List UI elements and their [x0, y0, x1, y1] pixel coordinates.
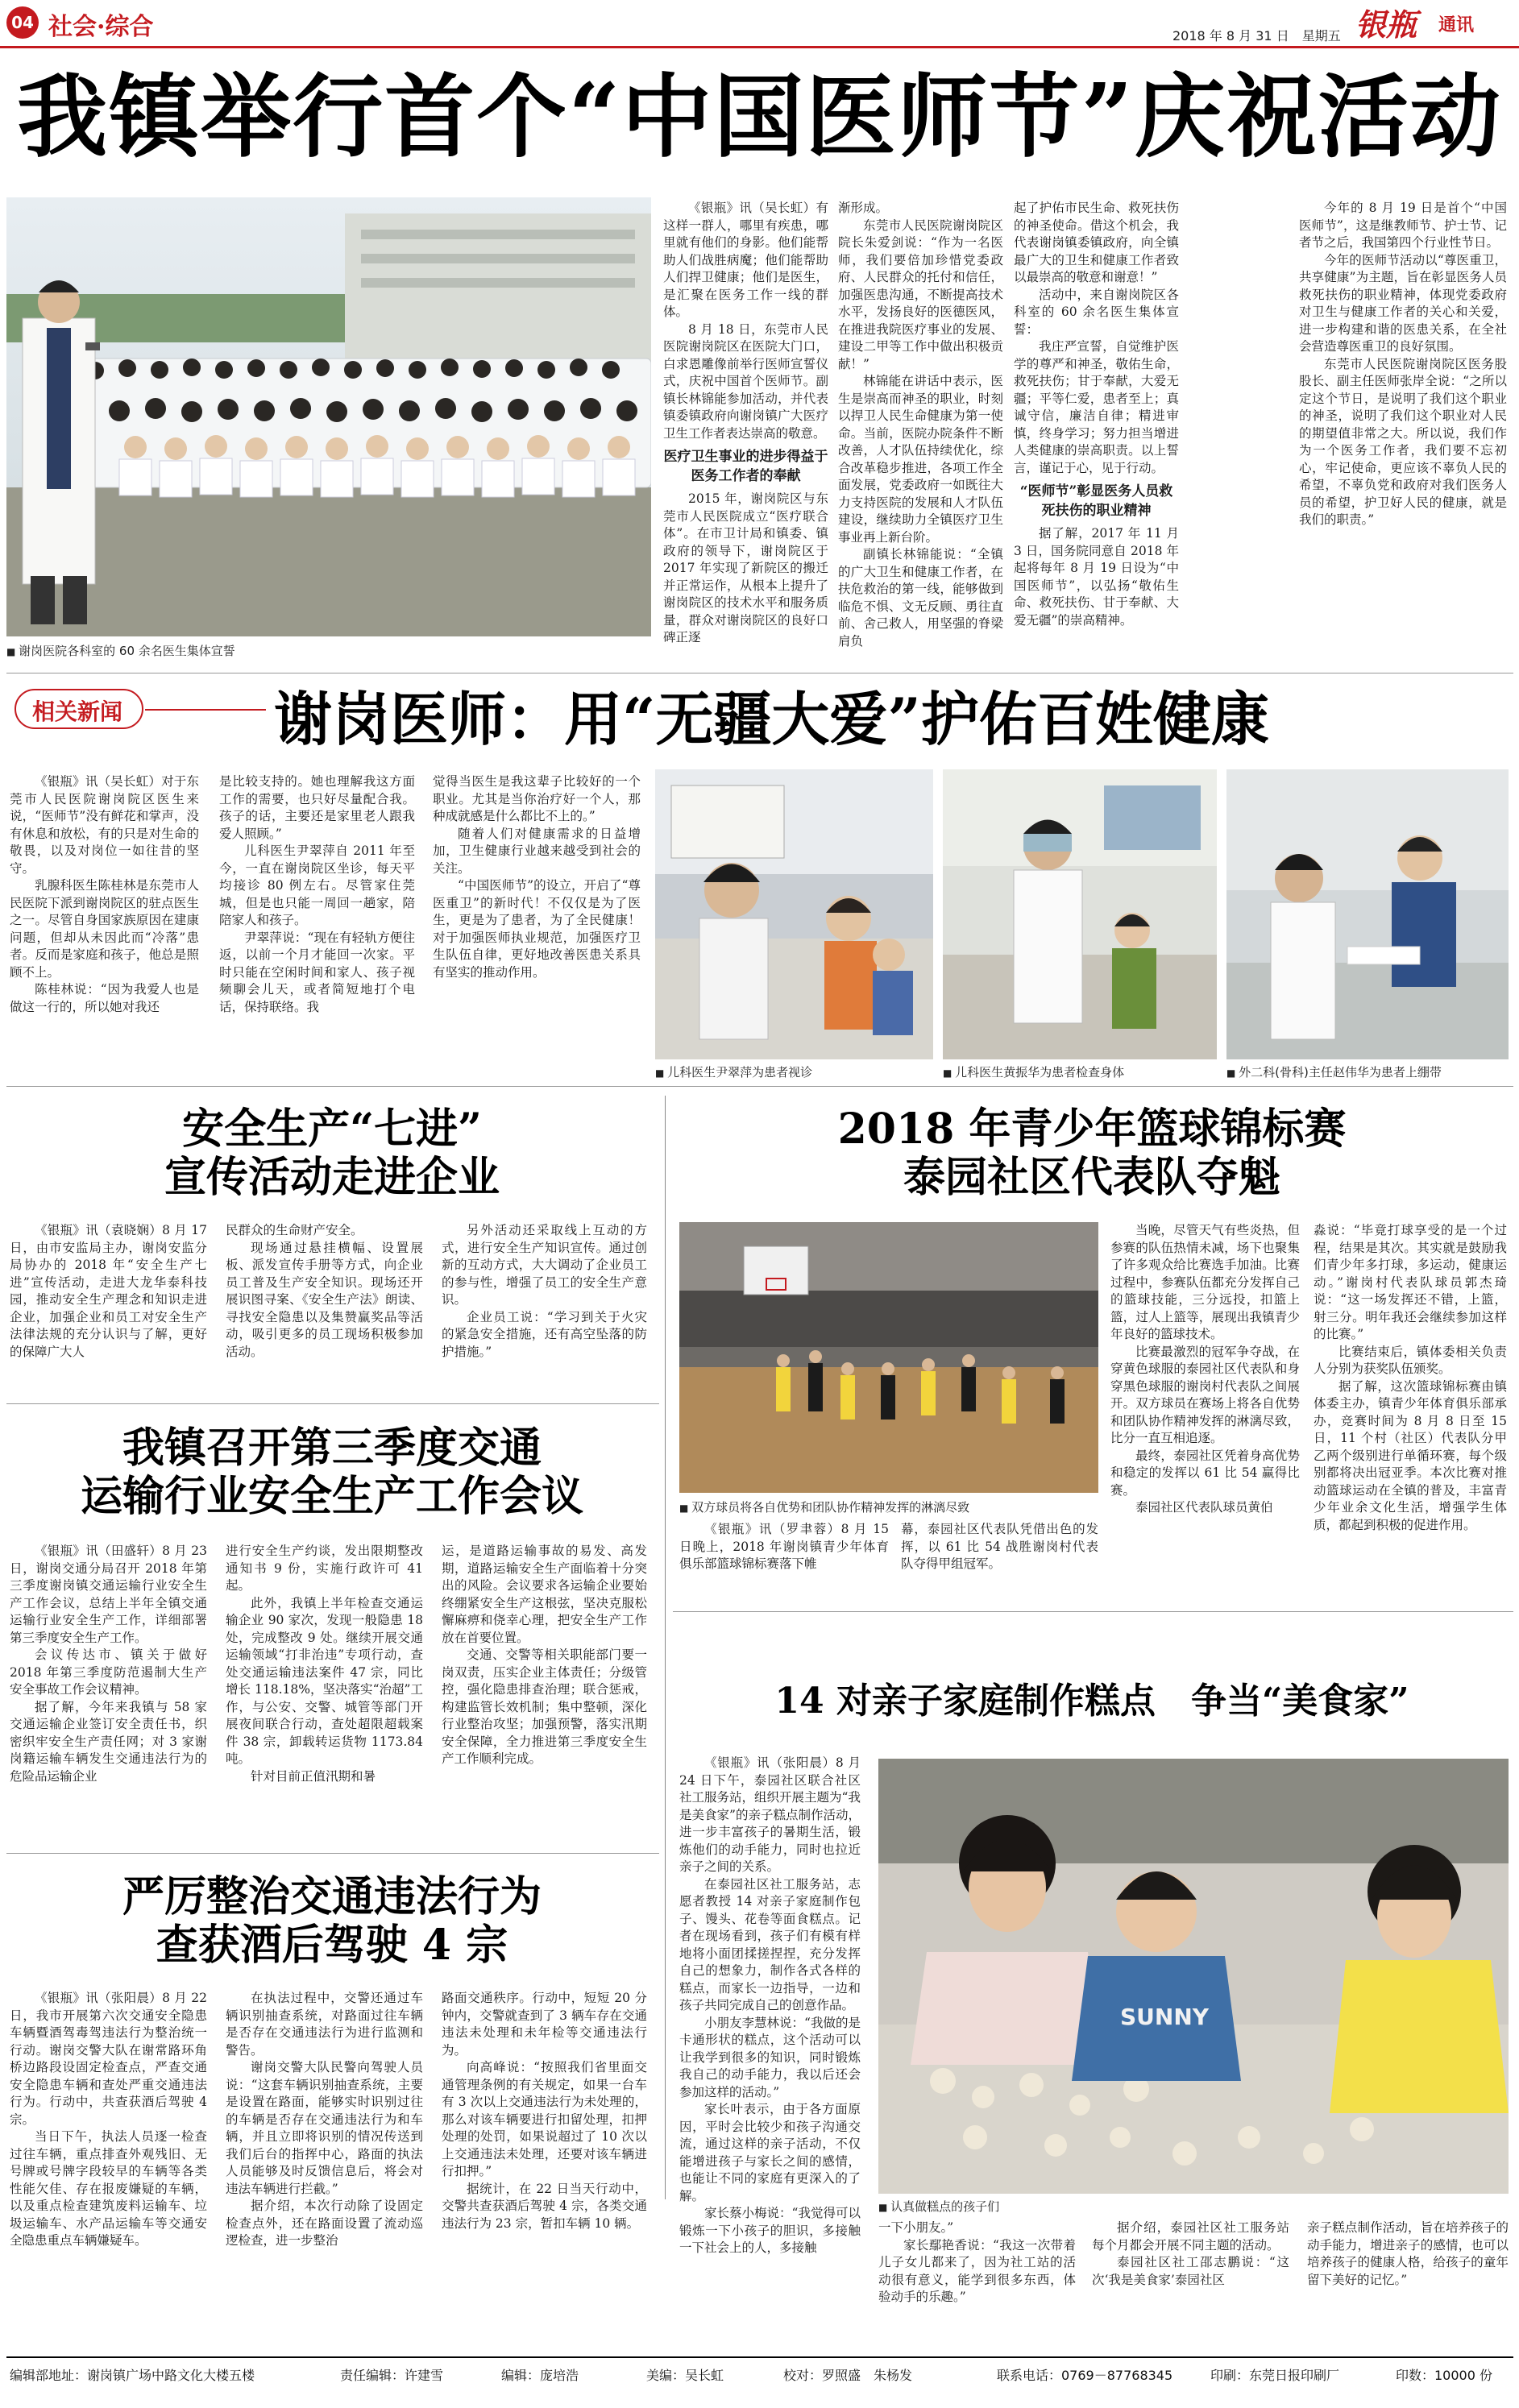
related-headline: 谢岗医师：用“无疆大爱”护佑百姓健康: [274, 685, 1269, 753]
cake-headline: 14 对亲子家庭制作糕点 争当“美食家”: [774, 1681, 1409, 1722]
related-photo-1: [655, 769, 933, 1059]
paragraph: 今年的 8 月 19 日是首个“中国医师节”，这是继教师节、护士节、记者节之后，我国第四个行业性节日。: [1299, 201, 1507, 250]
paragraph: 东莞市人民医院谢岗院区院长朱爱剑说：“作为一名医师，我们要倍加珍惜党委政府、人民群众的托付和信任，加强医患沟通，不断提高技术水平，发扬良好的医德医风，在推进我院医疗事业的发展、建设二甲等工作中做出积极贡献！”: [838, 218, 1003, 371]
paragraph: 据介绍，本次行动除了设固定检查点外，还在路面设置了流动巡逻检查，进一步整治: [226, 2199, 423, 2248]
paragraph: 《银瓶》讯（张阳晨）8 月 22 日，我市开展第六次交通安全隐患车辆暨酒驾毒驾违法行为整治统一行动。谢岗交警大队在谢常路环角桥边路段设固定检查点，严查交通安全隐患车辆和查处严重交通违法行为。行动中，共查获酒后驾驶 4 宗。: [10, 1991, 207, 2127]
lead-subheading-1: 医疗卫生事业的进步得益于医务工作者的奉献: [663, 449, 828, 484]
paragraph: 今年的医师节活动以“尊医重卫，共享健康”为主题，旨在彰显医务人员救死扶伤的职业精神，体现党委政府对卫生与健康工作者的关心和关爱，进一步构建和谐的医患关系，在全社会营造尊医重卫的良好氛围。: [1299, 252, 1507, 354]
drunk-col-3: [442, 1990, 647, 2344]
lead-photo-caption: ■ 谢岗医院各科室的 60 余名医生集体宣誓: [6, 642, 235, 659]
paragraph: 《银瓶》讯（吴长虹）对于东莞市人民医院谢岗院区医生来说，“医师节”没有鲜花和掌声，没有休息和放松，有的只是对生命的敬畏，以及对岗位一如往昔的坚守。: [10, 774, 199, 876]
safety-col-2: [226, 1222, 423, 1395]
cake-col-b2: [1092, 2219, 1289, 2348]
traffic-col-2: [226, 1543, 423, 1845]
section-divider: [673, 1611, 1513, 1612]
cake-col-b3: [1307, 2219, 1509, 2348]
pediatric-exam-photo: [655, 769, 933, 1059]
paragraph: 据了解，这次篮球锦标赛由镇体委主办，镇青少年体育俱乐部承办，竞赛时间为 8 月 8 日至 15 日，11 个村（社区）代表队分甲乙两个级别进行单循环赛，每个级别都将决出冠亚季。本次比赛对推动篮球运动在全镇的普及，丰富青少年业余文化生活，增强学生体质，都起到积极的促进作用。: [1314, 1378, 1507, 1532]
lead-col-1: [663, 200, 828, 663]
basketball-col-a: [679, 1521, 889, 1602]
paragraph: 8 月 18 日，东莞市人民医院谢岗院区在医院大门口，白求恩雕像前举行医师宣誓仪式，庆祝中国首个医师节。副镇长林锦能参加活动，并代表镇委镇政府向谢岗镇广大医疗卫生工作者表达崇高的敬意。: [663, 321, 828, 441]
paragraph: 当晚，尽管天气有些炎热，但参赛的队伍热情未减，场下也聚集了许多观众给比赛选手加油。比赛过程中，参赛队伍都充分发挥自己的篮球技能，三分远投，扣篮上篮，过人上篮等，展现出我镇青少年良好的篮球技术。: [1110, 1223, 1300, 1341]
bandage-photo: [1226, 769, 1509, 1059]
paragraph: 泰园社区社工邵志鹏说：“这次‘我是美食家’泰园社区: [1092, 2255, 1289, 2287]
paragraph: 企业员工说：“学习到关于火灾的紧急安全措施，还有高空坠落的防护措施。”: [442, 1309, 647, 1359]
section-divider: [6, 1853, 659, 1854]
section-title: 社会·综合: [48, 13, 154, 41]
traffic-col-3: [442, 1543, 647, 1845]
paragraph: 起了护佑市民生命、救死扶伤的神圣使命。借这个机会，我代表谢岗镇委镇政府，向全镇最广大的卫生和健康工作者致以最崇高的敬意和谢意！”: [1014, 201, 1179, 284]
paragraph: 活动中，来自谢岗院区各科室的 60 余名医生集体宣誓：: [1014, 287, 1179, 337]
footer-editor: 编辑：庞培浩: [501, 2368, 579, 2383]
cake-col-left: [679, 1755, 861, 2347]
column-divider: [665, 1096, 666, 2199]
footer-proof: 校对：罗照盛 朱杨发: [783, 2368, 913, 2383]
paragraph: 运，是道路运输事故的易发、高发期，道路运输安全生产面临着十分突出的风险。会议要求各运输企业要始终绷紧安全生产这根弦，坚决克服松懈麻痹和侥幸心理，把安全生产工作放在首要位置。: [442, 1544, 647, 1645]
related-caption-1: ■ 儿科医生尹翠萍为患者视诊: [655, 1063, 812, 1080]
paragraph: 最终，泰园社区凭着身高优势和稳定的发挥以 61 比 54 赢得比赛。: [1110, 1448, 1300, 1498]
paragraph: 民群众的生命财产安全。: [226, 1223, 363, 1237]
paragraph: 据统计，在 22 日当天行动中，交警共查获酒后驾驶 4 宗，各类交通违法行为 23 宗，暂扣车辆 10 辆。: [442, 2181, 647, 2231]
paragraph: 据介绍，泰园社区社工服务站每个月都会开展不同主题的活动。: [1092, 2220, 1289, 2253]
paragraph: 2015 年，谢岗院区与东莞市人民医院成立“医疗联合体”。在市卫计局和镇委、镇政府的领导下，谢岗院区于 2017 年实现了新院区的搬迁并正常运作，从根本上提升了谢岗院区的技术水平和服务质量，群众对谢岗院区的良好口碑正逐: [663, 491, 828, 644]
paragraph: 淼说：“毕竟打球享受的是一个过程，结果是其次。其实就是鼓励我们青少年多打球，多运动，健康运动。”谢岗村代表队球员郭杰琦说：“这一场发挥还不错，上篮，射三分。明年我还会继续参加这样的比赛。”: [1314, 1223, 1507, 1341]
paragraph: 《银瓶》讯（吴长虹）有这样一群人，哪里有疾患，哪里就有他们的身影。他们能帮助人们战胜病魔；他们能帮助人们捍卫健康；他们是医生，是汇聚在医务工作一线的群体。: [663, 201, 828, 319]
paragraph: 随着人们对健康需求的日益增加，卫生健康行业越来越受到社会的关注。: [433, 826, 641, 876]
lead-col-2: [838, 200, 1003, 663]
paragraph: 比赛结束后，镇体委相关负责人分别为获奖队伍颁奖。: [1314, 1344, 1507, 1376]
paragraph: 家长叶表示，由于各方面原因，平时会比较少和孩子沟通交流，通过这样的亲子活动，不仅能增进孩子与家长之间的感情，也能让不同的家庭有更深入的了解。: [679, 2102, 861, 2203]
related-caption-3: ■ 外二科(骨科)主任赵伟华为患者上绷带: [1226, 1063, 1442, 1080]
masthead-rule: [0, 46, 1519, 48]
cake-photo: [878, 1759, 1509, 2194]
paragraph: 《银瓶》讯（罗聿蓉）8 月 15 日晚上，2018 年谢岗镇青少年体育俱乐部篮球锦标赛落下帷: [679, 1522, 889, 1571]
basketball-headline-line-1: 2018 年青少年篮球锦标赛: [837, 1105, 1347, 1154]
paper-logo-sub: 通讯: [1438, 15, 1475, 35]
footer-address: 编辑部地址：谢岗镇广场中路文化大楼五楼: [10, 2368, 255, 2383]
paragraph: 陈桂林说：“因为我爱人也是做这一行的，所以她对我还: [10, 982, 199, 1014]
drunk-headline-line-1: 严厉整治交通违法行为: [122, 1872, 542, 1921]
related-photo-2: [943, 769, 1217, 1059]
basketball-headline: [677, 1105, 1507, 1202]
section-divider: [6, 1086, 1513, 1087]
safety-headline-line-2: 宣传活动走进企业: [164, 1152, 500, 1202]
paragraph: 据了解，今年来我镇与 58 家交通运输企业签订安全责任书，织密织牢安全生产责任网；对 3 家谢岗籍运输车辆发生交通违法行为的危险品运输企业: [10, 1699, 207, 1784]
safety-col-3: [442, 1222, 647, 1395]
related-caption-2: ■ 儿科医生黄振华为患者检查身体: [943, 1063, 1124, 1080]
traffic-headline: [10, 1424, 654, 1521]
paragraph: 另外活动还采取线上互动的方式，进行安全生产知识宣传。通过创新的互动方式，大大调动了企业员工的参与性，增强了员工的安全生产意识。: [442, 1223, 647, 1307]
traffic-headline-line-2: 运输行业安全生产工作会议: [80, 1471, 583, 1521]
footer-print: 印刷：东莞日报印刷厂: [1210, 2368, 1340, 2383]
checkup-photo: [943, 769, 1217, 1059]
basketball-col-b: [901, 1521, 1098, 1602]
traffic-col-1: [10, 1543, 207, 1845]
lead-col-4: [1299, 200, 1507, 663]
paragraph: 我庄严宣誓，自觉维护医学的尊严和神圣，敬佑生命，救死扶伤；甘于奉献，大爱无疆；平等仁爱，患者至上；真诚守信，廉洁自律；精进审慎，终身学习；努力担当增进人类健康的崇高职责。以上誓言，谨记于心，见于行动。: [1014, 339, 1179, 475]
paragraph: 觉得当医生是我这辈子比较好的一个职业。尤其是当你治疗好一个人，那种成就感是什么都比不上的。”: [433, 774, 641, 823]
paragraph: 当日下午，执法人员逐一检查过往车辆，重点排查外观残旧、无号牌或号牌字段较早的车辆等各类性能欠佳、存在报废嫌疑的车辆，以及重点检查建筑废料运输车、垃圾运输车、水产品运输车等交通安全隐患重点车辆嫌疑车。: [10, 2129, 207, 2248]
traffic-headline-line-1: 我镇召开第三季度交通: [122, 1424, 542, 1473]
footer-rule: [6, 2356, 1513, 2358]
paragraph: 会议传达市、镇关于做好 2018 年第三季度防范遏制大生产安全事故工作会议精神。: [10, 1647, 207, 1697]
masthead: [0, 0, 1519, 50]
paragraph: 家长蔡小梅说：“我觉得可以锻炼一下小孩子的胆识，多接触一下社会上的人，多接触: [679, 2206, 861, 2255]
footer: [10, 2365, 1509, 2389]
cake-col-b1: [878, 2219, 1076, 2348]
paragraph: 家长鄢艳香说：“我这一次带着儿子女儿都来了，因为社工站的活动很有意义，能学到很多东西，体验动手的乐趣。”: [878, 2237, 1076, 2304]
paragraph: 幕，泰园社区代表队凭借出色的发挥，以 61 比 54 战胜谢岗村代表队夺得甲组冠军。: [901, 1522, 1098, 1571]
paragraph: 《银瓶》讯（田盛轩）8 月 23 日，谢岗交通分局召开 2018 年第三季度谢岗镇交通运输行业安全生产工作会议，总结上半年全镇交通运输行业安全生产工作，详细部署第三季度安全生产工作。: [10, 1544, 207, 1645]
basketball-col-4: [1314, 1222, 1507, 1601]
basketball-photo: [679, 1222, 1098, 1493]
footer-art: 美编：吴长虹: [646, 2368, 724, 2383]
paragraph: 是比较支持的。她也理解我这方面工作的需要，也只好尽量配合我。孩子的话，主要还是家里老人跟我爱人照顾。”: [219, 774, 415, 841]
paragraph: 路面交通秩序。行动中，短短 20 分钟内，交警就查到了 3 辆车存在交通违法未处理和未年检等交通违法行为。: [442, 1991, 647, 2058]
paragraph: 现场通过悬挂横幅、设置展板、派发宣传手册等方式，向企业员工普及生产安全知识。现场还开展识图寻案、《安全生产法》朗读、寻找安全隐患以及集赞赢奖品等活动，吸引更多的员工现场积极参加活动。: [226, 1240, 423, 1359]
basketball-game-photo: [679, 1222, 1098, 1493]
paragraph: 小朋友李慧林说：“我做的是卡通形状的糕点，这个活动可以让我学到很多的知识，同时锻炼我自己的动手能力，我以后还会参加这样的活动。”: [679, 2015, 861, 2099]
related-col-1: [10, 773, 199, 1076]
paragraph: 尹翠萍说：“现在有轻轨方便往返，以前一个月才能回一次家。平时只能在空闲时间和家人、孩子视频聊会儿天，或者简短地打个电话，保持联络。我: [219, 930, 415, 1014]
related-news-tag-label: 相关新闻: [32, 698, 123, 725]
drunk-headline-line-2: 查获酒后驾驶 4 宗: [156, 1920, 508, 1970]
basketball-col-3: [1110, 1222, 1300, 1601]
footer-copies: 印数：10000 份: [1396, 2368, 1492, 2383]
ceremony-photo: [6, 197, 651, 636]
paragraph: 进行安全生产约谈，发出限期整改通知书 9 份，实施行政许可 41 起。: [226, 1544, 423, 1593]
cake-caption: ■ 认真做糕点的孩子们: [878, 2198, 999, 2215]
paragraph: 向高峰说：“按照我们省里面交通管理条例的有关规定，如果一台车有 3 次以上交通违法行为未处理的，那么对该车辆要进行扣留处理，扣押处理的处罚，如果说超过了 10 次以上交通违法未处理，还要对该车辆进行扣押。”: [442, 2060, 647, 2178]
paragraph: 在泰园社区社工服务站，志愿者教授 14 对亲子家庭制作包子、馒头、花卷等面食糕点。记者在现场看到，孩子们有模有样地将小面团揉搓捏捏，充分发挥自己的想象力，制作各式各样的糕点，而家长一边指导，一边和孩子共同完成自己的创意作品。: [679, 1876, 861, 2012]
section-divider: [6, 1403, 659, 1404]
drunk-headline: [10, 1873, 654, 1970]
footer-editor-in-charge: 责任编辑：许建雪: [340, 2368, 444, 2383]
footer-phone: 联系电话：0769－87768345: [997, 2368, 1173, 2383]
svg-text:SUNNY: SUNNY: [1120, 2004, 1210, 2030]
paragraph: 在执法过程中，交警还通过车辆识别抽查系统，对路面过往车辆是否存在交通违法行为进行监测和警告。: [226, 1991, 423, 2058]
related-tag-line: [145, 709, 266, 711]
paragraph: 渐形成。: [838, 201, 889, 215]
paragraph: 泰园社区代表队球员黄伯: [1135, 1500, 1273, 1515]
children-baking-photo: [878, 1759, 1509, 2194]
safety-headline: [10, 1105, 654, 1202]
paragraph: 亲子糕点制作活动，旨在培养孩子的动手能力，增进亲子的感情，也可以培养孩子的健康人格，给孩子的童年留下美好的记忆。”: [1307, 2220, 1509, 2287]
paragraph: 《银瓶》讯（张阳晨）8 月 24 日下午，泰园社区联合社区社工服务站，组织开展主题为“我是美食家”的亲子糕点制作活动，进一步丰富孩子的暑期生活，锻炼他们的动手能力，同时也拉近亲子之间的关系。: [679, 1755, 861, 1874]
paragraph: “中国医师节”的设立，开启了“尊医重卫”的新时代！不仅仅是为了医生，更是为了患者，为了全民健康！对于加强医师执业规范，加强医疗卫生队伍自律，更好地改善医患关系具有坚实的推动作用。: [433, 878, 641, 980]
lead-photo: [6, 197, 651, 636]
issue-date: 2018 年 8 月 31 日 星期五: [1172, 28, 1341, 44]
paragraph: 比赛最激烈的冠军争夺战，在穿黄色球服的泰园社区代表队和身穿黑色球服的谢岗村代表队之间展开。双方球员在赛场上将各自优势和团队协作精神发挥的淋漓尽致，比分一直互相追逐。: [1110, 1344, 1300, 1445]
paragraph: 此外，我镇上半年检查交通运输企业 90 家次，发现一般隐患 18 处，完成整改 9 处。继续开展交通运输领域“打非治违”专项行动，查处交通运输违法案件 47 宗，同比增长 118.18%，坚决落实“治超”工作，与公安、交警、城管等部门开展夜间联合行动，查处超限超载案件 38 宗，卸载转运货物 1173.84 吨。: [226, 1595, 423, 1766]
safety-col-1: [10, 1222, 207, 1395]
paragraph: 交通、交警等相关职能部门要一岗双责，压实企业主体责任；分级管控，强化隐患排查治理；联合惩戒，构建监管长效机制；集中整顿，深化行业整治攻坚；加强预警，落实汛期安全保障，全力推进第三季度安全生产工作顺利完成。: [442, 1647, 647, 1766]
paragraph: 林锦能在讲话中表示，医生是崇高而神圣的职业，时刻以捍卫人民生命健康为第一使命。当前，医院办院条件不断改善，人才队伍持续优化，综合改革稳步推进，各项工作全面发展，党委政府一如既往大力支持医院的发展和人才队伍建设，继续助力全镇医疗卫生事业再上新台阶。: [838, 374, 1003, 545]
paragraph: 儿科医生尹翠萍自 2011 年至今，一直在谢岗院区坐诊，每天平均接诊 80 例左右。尽管家住莞城，但是也只能一周回一趟家，陪陪家人和孩子。: [219, 843, 415, 927]
drunk-col-2: [226, 1990, 423, 2344]
page-number-badge: 04: [6, 6, 39, 39]
paragraph: 副镇长林锦能说：“全镇的广大卫生和健康工作者，在扶危救治的第一线，能够做到临危不惧、文无反顾、勇往直前、舍己救人，用坚强的脊梁肩负: [838, 547, 1003, 649]
paragraph: 乳腺科医生陈桂林是东莞市人民医院下派到谢岗院区的驻点医生之一。尽管自身国家族原因在建康问题，但却从未因此而“冷落”患者。反而是家庭和孩子，他总是照顾不上。: [10, 878, 199, 980]
paragraph: 东莞市人民医院谢岗院区医务股股长、副主任医师张岸全说：“之所以定这个节日，是说明了我们这个职业的神圣，说明了我们这个职业对人民的期望值非常之大。所以说，我们作为一个医务工作者，我们要不忘初心，牢记使命，更应该不辜负人民的希望，不辜负党和政府对我们医务人员的希望，护卫好人民的健康，就是我们的职责。”: [1299, 356, 1507, 527]
basketball-caption: ■ 双方球员将各自优势和团队协作精神发挥的淋漓尽致: [679, 1498, 969, 1515]
paper-logo: 银瓶: [1355, 6, 1417, 43]
paragraph: 一下小朋友。”: [878, 2220, 954, 2235]
paragraph: 《银瓶》讯（袁晓娴）8 月 17 日，由市安监局主办，谢岗安监分局协办的 2018 年“安全生产七进”宣传活动，走进大龙华泰科技园，推动安全生产理念和知识走进企业，加强企业和员工对安全生产法律法规的充分认识与了解，更好的保障广大人: [10, 1223, 207, 1359]
paragraph: 谢岗交警大队民警向驾驶人员说：“这套车辆识别抽查系统，主要是设置在路面，能够实时识别过往的车辆是否存在交通违法行为和车辆，并且立即将识别的情况传送到我们后台的指挥中心，路面的执法人员能够及时反馈信息后，将会对违法车辆进行拦截。”: [226, 2060, 423, 2196]
related-col-2: [219, 773, 415, 1076]
paragraph: 据了解，2017 年 11 月 3 日，国务院同意自 2018 年起将每年 8 月 19 日设为“中国医师节”，以弘扬“敬佑生命、救死扶伤、甘于奉献、大爱无疆”的崇高精神。: [1014, 526, 1179, 628]
lead-subheading-2: “医师节”彰显医务人员救死扶伤的职业精神: [1019, 483, 1173, 519]
drunk-col-1: [10, 1990, 207, 2344]
safety-headline-line-1: 安全生产“七进”: [182, 1105, 482, 1154]
lead-headline: 我镇举行首个“中国医师节”庆祝活动: [17, 64, 1502, 170]
related-photo-3: [1226, 769, 1509, 1059]
basketball-headline-line-2: 泰园社区代表队夺魁: [903, 1152, 1280, 1202]
lead-col-3: [1014, 200, 1179, 663]
paragraph: 针对目前正值汛期和暑: [251, 1768, 376, 1784]
related-col-3: [433, 773, 641, 1076]
